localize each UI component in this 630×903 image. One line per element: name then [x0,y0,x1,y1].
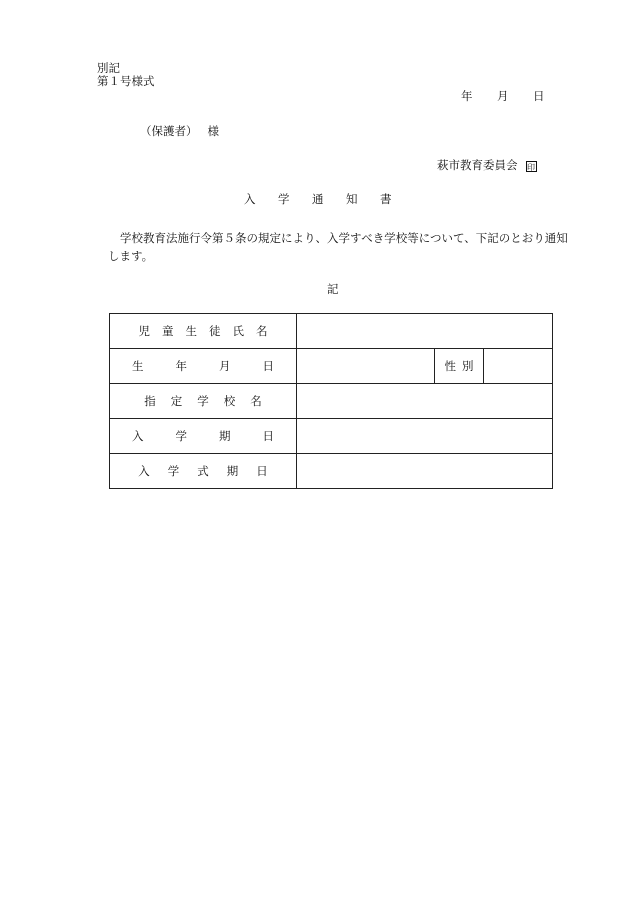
ceremony-date-field[interactable] [297,454,553,489]
row-label-text: 入学期日 [132,429,306,443]
date-line [461,89,545,103]
addressee [140,124,219,138]
title-char: 書 [380,192,392,206]
row-label [110,384,297,419]
title-char: 通 [312,192,324,206]
title-char: 知 [346,192,358,206]
row-label-text: 指定学校名 [144,394,277,408]
table-row [110,419,553,454]
ki-label: 記 [327,282,339,296]
date-day-label: 日 [533,89,545,103]
title-char: 学 [278,192,290,206]
title-char: 入 [244,192,256,206]
birthdate-field[interactable] [297,349,435,384]
row-label [110,349,306,384]
row-label [110,419,306,454]
table-row [110,384,553,419]
student-name-field[interactable] [297,314,553,349]
row-label [110,454,297,489]
row-label-text: 入学式期日 [138,464,286,478]
info-table [109,313,553,489]
gender-label [435,349,484,384]
table-row [110,349,553,384]
appendix-label: 別記 [97,61,120,75]
row-label [110,314,297,349]
row-label-text: 生年月日 [132,359,306,373]
form-header [97,62,155,88]
issuer-name: 萩市教育委員会 [437,158,518,172]
row-label-text: 児童生徒氏名 [138,324,280,338]
gender-field[interactable] [484,349,553,384]
table-row [110,454,553,489]
date-month-label: 月 [497,89,509,103]
enrollment-date-field[interactable] [297,419,553,454]
seal-mark: 印 [527,162,535,172]
date-year-label: 年 [461,89,473,103]
issuer [437,158,537,172]
document-title [244,192,392,206]
table-row [110,314,553,349]
addressee-honorific: 様 [207,124,219,138]
body-text: 学校教育法施行令第５条の規定により、入学すべき学校等について、下記のとおり通知します。 [108,231,568,263]
form-number: 第１号様式 [97,74,155,88]
addressee-role: （保護者） [140,124,198,138]
designated-school-field[interactable] [297,384,553,419]
gender-label-text: 性別 [444,359,480,373]
